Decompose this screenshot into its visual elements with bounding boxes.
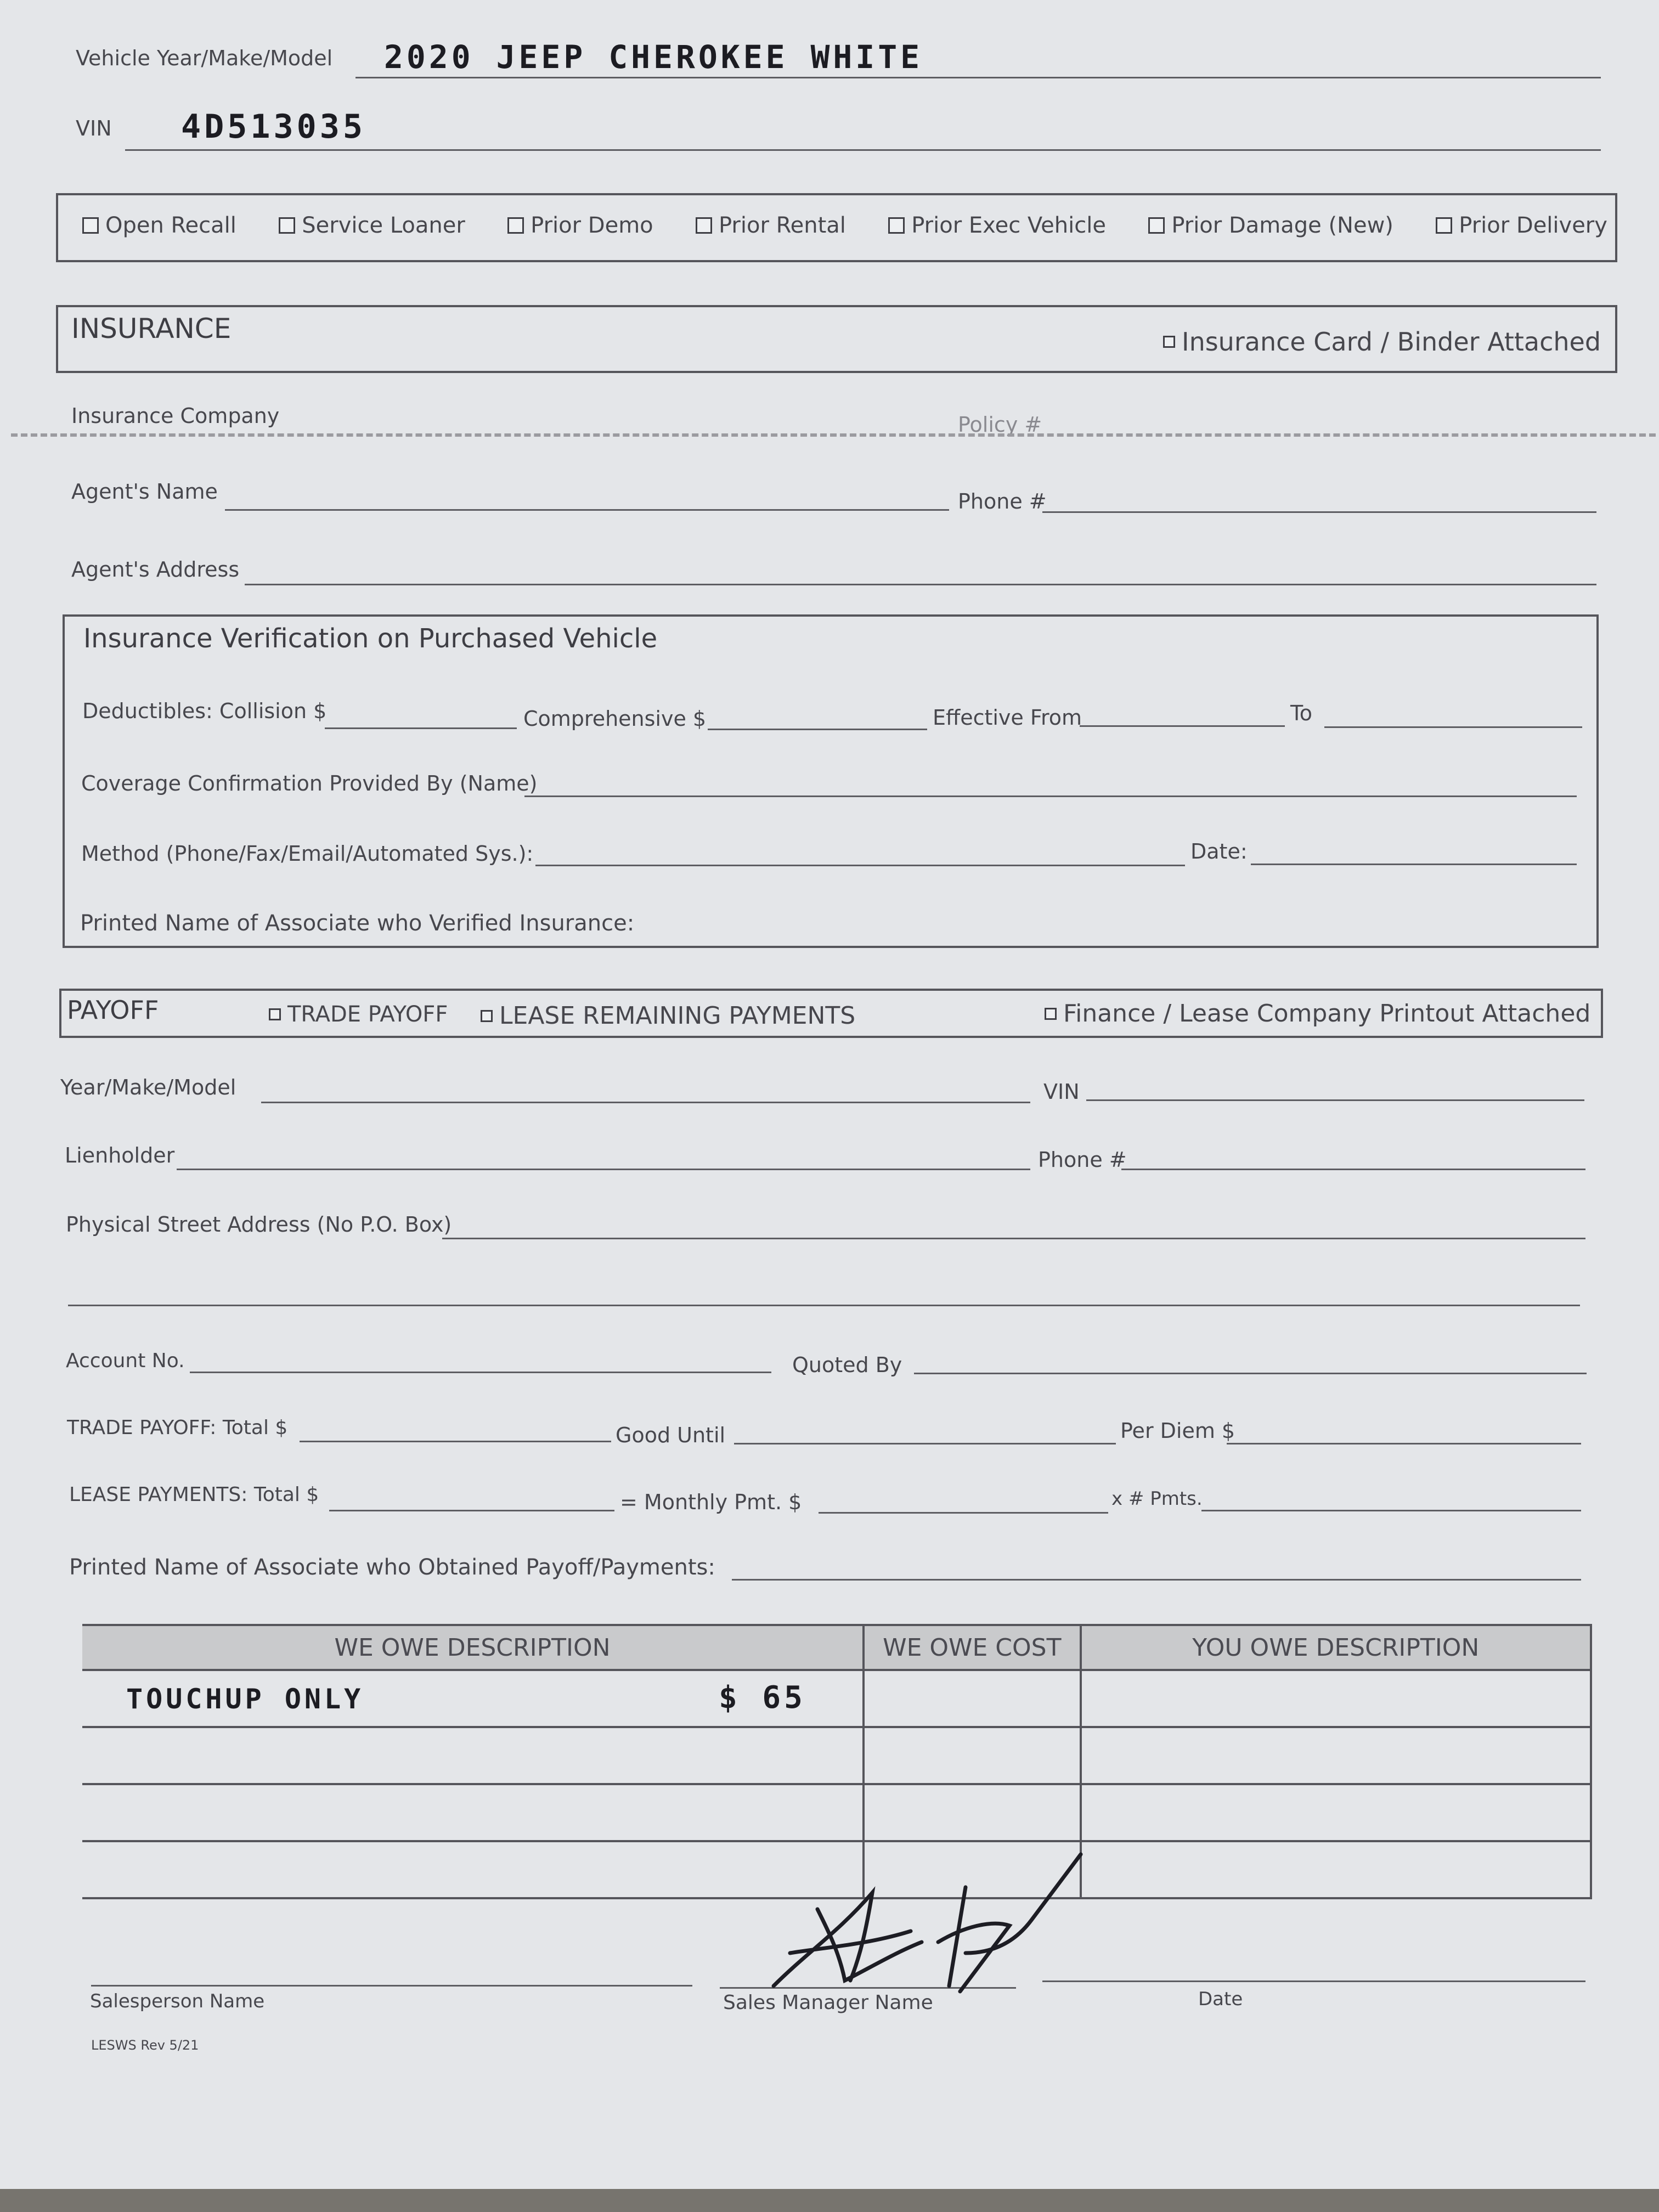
you-owe-description-cell[interactable] xyxy=(1081,1727,1591,1784)
method-label: Method (Phone/Fax/Email/Automated Sys.): xyxy=(81,842,534,866)
trade-total-line xyxy=(300,1441,611,1442)
we-owe-cost-cell[interactable] xyxy=(864,1727,1081,1784)
lease-total-line xyxy=(329,1510,614,1511)
sales-manager-label: Sales Manager Name xyxy=(723,1991,933,2014)
you-owe-description-header: YOU OWE DESCRIPTION xyxy=(1081,1625,1591,1670)
lienholder-phone-line xyxy=(1121,1169,1585,1170)
to-line xyxy=(1324,726,1582,728)
you-owe-description-cell[interactable] xyxy=(1081,1784,1591,1841)
lease-remaining-option[interactable] xyxy=(481,1002,855,1030)
vin-line xyxy=(125,149,1601,151)
flag-label: Service Loaner xyxy=(302,213,465,238)
flag-service-loaner[interactable] xyxy=(279,213,465,238)
vehicle-ymm-value[interactable]: 2020 JEEP CHEROKEE WHITE xyxy=(384,38,923,76)
payoff-vin-line xyxy=(1086,1099,1584,1101)
good-until-line xyxy=(734,1443,1116,1444)
trade-payoff-option[interactable] xyxy=(269,1002,448,1027)
prior-rental-checkbox[interactable] xyxy=(696,217,712,234)
agent-phone-line xyxy=(1042,511,1596,513)
effective-from-label: Effective From xyxy=(933,706,1082,730)
flag-open-recall[interactable] xyxy=(82,213,236,238)
verification-date-line xyxy=(1251,864,1577,865)
deductible-collision-label: Deductibles: Collision $ xyxy=(82,699,327,723)
salesperson-label: Salesperson Name xyxy=(90,1990,265,2012)
insurance-card-label: Insurance Card / Binder Attached xyxy=(1182,327,1601,357)
lease-remaining-checkbox[interactable] xyxy=(481,1010,493,1022)
to-label: To xyxy=(1290,701,1313,725)
payoff-ymm-line xyxy=(261,1102,1030,1103)
flag-label: Prior Rental xyxy=(719,213,846,238)
vin-value[interactable]: 4D513035 xyxy=(181,108,366,146)
street-address-label: Physical Street Address (No P.O. Box) xyxy=(66,1212,452,1237)
agent-name-label: Agent's Name xyxy=(71,479,218,504)
trade-payoff-label: TRADE PAYOFF xyxy=(287,1002,448,1027)
open-recall-checkbox[interactable] xyxy=(82,217,99,234)
quoted-by-label: Quoted By xyxy=(792,1353,902,1377)
monthly-pmt-label: = Monthly Pmt. $ xyxy=(620,1490,802,1514)
verification-date-label: Date: xyxy=(1190,839,1248,864)
comprehensive-line xyxy=(708,729,927,730)
we-owe-cost-header: WE OWE COST xyxy=(864,1625,1081,1670)
service-loaner-checkbox[interactable] xyxy=(279,217,295,234)
agent-phone-label: Phone # xyxy=(958,489,1047,514)
obtained-by-line xyxy=(732,1579,1581,1581)
verification-title: Insurance Verification on Purchased Vehicle xyxy=(83,623,658,654)
we-owe-description-header: WE OWE DESCRIPTION xyxy=(82,1625,864,1670)
num-pmts-label: x # Pmts. xyxy=(1111,1488,1203,1510)
printout-attached-label: Finance / Lease Company Printout Attached xyxy=(1063,1000,1591,1028)
collision-line xyxy=(325,727,517,729)
flag-label: Prior Demo xyxy=(531,213,653,238)
form-code: LESWS Rev 5/21 xyxy=(91,2038,199,2053)
vehicle-ymm-label: Vehicle Year/Make/Model xyxy=(76,46,333,70)
we-owe-cost-cell[interactable] xyxy=(864,1784,1081,1841)
payoff-header: PAYOFF xyxy=(67,995,159,1025)
flag-prior-rental[interactable] xyxy=(696,213,846,238)
sales-manager-signature xyxy=(757,1843,1097,2008)
we-owe-amount-text: $ 65 xyxy=(719,1680,806,1716)
vin-label: VIN xyxy=(76,116,112,140)
num-pmts-line xyxy=(1201,1510,1581,1511)
trade-payoff-checkbox[interactable] xyxy=(269,1008,281,1020)
table-row xyxy=(82,1784,1591,1841)
effective-from-line xyxy=(1080,725,1285,727)
printout-attached-checkbox[interactable] xyxy=(1045,1008,1057,1020)
lienholder-label: Lienholder xyxy=(65,1143,175,1167)
agent-name-line xyxy=(225,509,949,511)
agent-address-label: Agent's Address xyxy=(71,557,240,582)
you-owe-description-cell[interactable] xyxy=(1081,1841,1591,1898)
flag-prior-demo[interactable] xyxy=(507,213,653,238)
table-row xyxy=(82,1670,1591,1727)
we-owe-cost-cell[interactable] xyxy=(864,1670,1081,1727)
flag-prior-damage[interactable] xyxy=(1148,213,1393,238)
per-diem-line xyxy=(1227,1443,1581,1444)
we-owe-description-cell[interactable] xyxy=(82,1841,864,1898)
flag-label: Prior Delivery xyxy=(1459,213,1607,238)
flag-label: Prior Exec Vehicle xyxy=(911,213,1106,238)
prior-damage-checkbox[interactable] xyxy=(1148,217,1165,234)
comprehensive-label: Comprehensive $ xyxy=(523,707,707,731)
agent-address-line xyxy=(245,584,1596,585)
salesperson-line xyxy=(91,1985,692,1987)
payoff-vin-label: VIN xyxy=(1043,1080,1080,1104)
we-owe-description-cell[interactable] xyxy=(82,1670,864,1727)
insurance-header: INSURANCE xyxy=(71,313,232,345)
lienholder-line xyxy=(177,1169,1030,1170)
prior-exec-vehicle-checkbox[interactable] xyxy=(888,217,905,234)
flag-label: Open Recall xyxy=(105,213,236,238)
vehicle-ymm-line xyxy=(356,77,1601,78)
coverage-confirmation-line xyxy=(524,795,1577,797)
method-line xyxy=(535,865,1185,866)
verified-by-label: Printed Name of Associate who Verified Insurance: xyxy=(80,911,635,936)
lienholder-phone-label: Phone # xyxy=(1038,1148,1127,1172)
obtained-by-label: Printed Name of Associate who Obtained Payoff/Payments: xyxy=(69,1555,715,1580)
policy-label: Policy # xyxy=(958,413,1042,437)
payoff-ymm-label: Year/Make/Model xyxy=(60,1075,236,1099)
quoted-by-line xyxy=(914,1373,1587,1374)
account-no-label: Account No. xyxy=(66,1350,185,1372)
we-owe-description-cell[interactable] xyxy=(82,1727,864,1784)
coverage-confirmation-label: Coverage Confirmation Provided By (Name) xyxy=(81,771,538,795)
insurance-card-checkbox[interactable] xyxy=(1163,336,1175,348)
per-diem-label: Per Diem $ xyxy=(1120,1419,1235,1443)
good-until-label: Good Until xyxy=(616,1423,726,1447)
printout-attached-option[interactable] xyxy=(1045,1000,1590,1028)
we-owe-description-cell[interactable] xyxy=(82,1784,864,1841)
prior-demo-checkbox[interactable] xyxy=(507,217,524,234)
lease-total-label: LEASE PAYMENTS: Total $ xyxy=(69,1483,319,1506)
date-line xyxy=(1042,1980,1585,1982)
vehicle-flags xyxy=(82,213,1607,238)
street-address-line-2 xyxy=(68,1305,1580,1306)
flag-label: Prior Damage (New) xyxy=(1171,213,1393,238)
trade-total-label: TRADE PAYOFF: Total $ xyxy=(67,1417,288,1439)
flag-prior-exec-vehicle[interactable] xyxy=(888,213,1106,238)
you-owe-description-cell[interactable] xyxy=(1081,1670,1591,1727)
we-owe-description-text: TOUCHUP ONLY xyxy=(126,1683,364,1715)
insurance-company-line xyxy=(11,433,1656,437)
date-label: Date xyxy=(1198,1988,1243,2010)
table-row xyxy=(82,1727,1591,1784)
lease-remaining-label: LEASE REMAINING PAYMENTS xyxy=(499,1002,856,1030)
insurance-card-attached[interactable] xyxy=(1163,327,1601,357)
account-no-line xyxy=(190,1372,771,1373)
insurance-company-label: Insurance Company xyxy=(71,404,280,428)
monthly-pmt-line xyxy=(819,1512,1108,1514)
street-address-line xyxy=(442,1238,1585,1239)
flag-prior-delivery[interactable] xyxy=(1436,213,1607,238)
prior-delivery-checkbox[interactable] xyxy=(1436,217,1452,234)
